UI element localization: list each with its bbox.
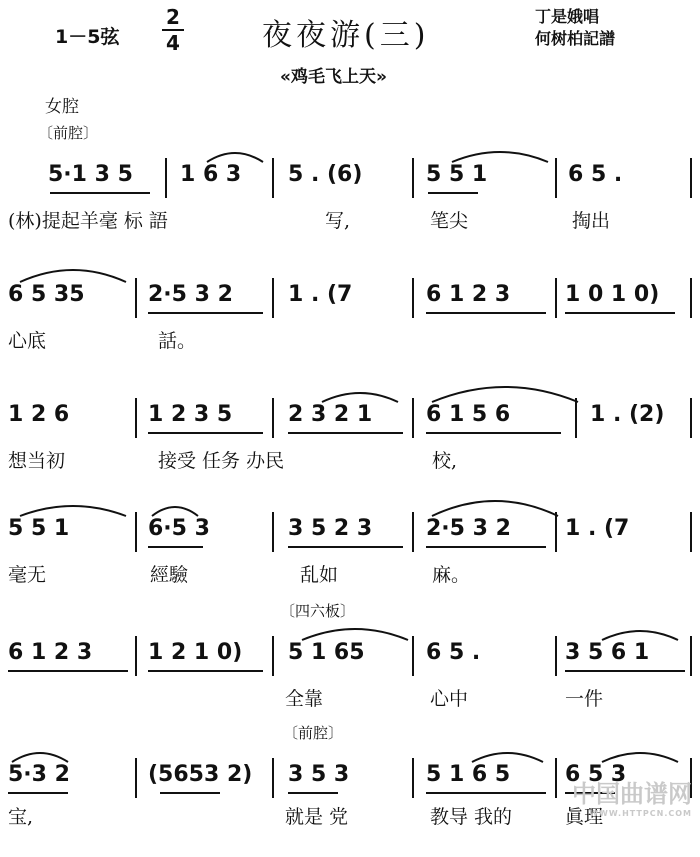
barline — [690, 636, 692, 676]
beam — [288, 546, 403, 548]
beam — [426, 432, 561, 434]
barline — [272, 758, 274, 798]
lyric: 教导 我的 — [430, 806, 513, 828]
beam — [426, 312, 546, 314]
beam — [426, 792, 546, 794]
lyric: 掏出 — [572, 210, 611, 232]
score-system-1 — [0, 162, 700, 257]
measure: 3 5 2 3 — [288, 516, 373, 541]
lyric: 心中 — [430, 688, 469, 710]
score-system-5 — [0, 640, 700, 735]
tuning-label: 1－5弦 — [55, 26, 120, 48]
voice-label: 女腔 — [45, 97, 79, 117]
measure: 2·5 3 2 — [148, 282, 233, 307]
score-system-2 — [0, 282, 700, 377]
barline — [135, 512, 137, 552]
barline — [412, 278, 414, 318]
measure: 5 1 6 5 — [426, 762, 511, 787]
slur — [150, 502, 200, 518]
lyric: 写, — [325, 210, 351, 232]
measure: 5 5 1 — [426, 162, 488, 187]
lyric: 笔尖 — [430, 210, 469, 232]
beam — [565, 312, 675, 314]
lyric: 接受 任务 办民 — [158, 450, 285, 472]
measure: 6 5 . — [568, 162, 623, 187]
measure: 5 . (6) — [288, 162, 363, 187]
measure: 6 1 2 3 — [8, 640, 93, 665]
slur — [205, 148, 265, 164]
barline — [135, 758, 137, 798]
barline — [690, 398, 692, 438]
barline — [690, 512, 692, 552]
lyric: 就是 党 — [285, 806, 349, 828]
credits — [535, 6, 615, 50]
barline — [272, 278, 274, 318]
beam — [288, 432, 403, 434]
lyric: 眞理 — [565, 806, 604, 828]
time-signature-bottom: 4 — [166, 31, 180, 55]
measure: 1 . (2) — [590, 402, 665, 427]
measure: 2 3 2 1 — [288, 402, 373, 427]
barline — [272, 636, 274, 676]
slur — [600, 748, 680, 764]
time-signature-top: 2 — [166, 5, 180, 29]
lyric: (林)提起羊毫 标 語 — [8, 210, 168, 232]
section-mark-6: 〔前腔〕 — [283, 724, 344, 742]
watermark-text: 中国曲谱网 — [572, 780, 692, 808]
beam — [148, 432, 263, 434]
measure: 5·3 2 — [8, 762, 70, 787]
barline — [575, 398, 577, 438]
beam — [8, 670, 128, 672]
slur — [430, 380, 580, 404]
barline — [135, 398, 137, 438]
slur — [450, 148, 550, 164]
beam — [565, 670, 685, 672]
measure: (5653 2) — [148, 762, 253, 787]
barline — [555, 158, 557, 198]
subtitle: «鸡毛飞上天» — [280, 67, 387, 87]
lyric: 心底 — [8, 330, 47, 352]
beam — [148, 546, 203, 548]
slur — [600, 626, 680, 642]
beam — [148, 670, 263, 672]
barline — [690, 278, 692, 318]
lyric: 一件 — [565, 688, 604, 710]
lyric: 乱如 — [300, 564, 339, 586]
slur — [18, 502, 128, 518]
beam — [50, 192, 150, 194]
measure: 1 2 1 0) — [148, 640, 243, 665]
measure: 6 5 . — [426, 640, 481, 665]
measure: 6 5 3 — [565, 762, 627, 787]
score-system-3 — [0, 402, 700, 497]
beam — [8, 792, 68, 794]
measure: 2·5 3 2 — [426, 516, 511, 541]
measure: 3 5 6 1 — [565, 640, 650, 665]
slur — [10, 748, 70, 764]
measure: 3 5 3 — [288, 762, 350, 787]
barline — [272, 512, 274, 552]
measure: 6 1 5 6 — [426, 402, 511, 427]
transcriber-credit: 何树柏記譜 — [535, 29, 616, 48]
lyric: 話。 — [158, 330, 197, 352]
measure: 6 5 35 — [8, 282, 85, 307]
lyric: 想当初 — [8, 450, 66, 472]
beam — [426, 546, 546, 548]
lyric: 經驗 — [150, 564, 189, 586]
barline — [135, 278, 137, 318]
barline — [555, 758, 557, 798]
beam — [288, 792, 338, 794]
watermark-url: WWW.HTTPCN.COM — [589, 809, 692, 818]
lyric: 宝, — [8, 806, 34, 828]
measure: 6 1 2 3 — [426, 282, 511, 307]
score-system-4 — [0, 516, 700, 611]
slur — [430, 494, 560, 518]
measure: 1 2 6 — [8, 402, 70, 427]
barline — [412, 512, 414, 552]
barline — [272, 398, 274, 438]
lyric: 全靠 — [285, 688, 324, 710]
time-signature — [160, 6, 186, 54]
beam — [428, 192, 478, 194]
lyric: 毫无 — [8, 564, 47, 586]
slur — [18, 264, 128, 284]
barline — [412, 158, 414, 198]
beam — [160, 792, 220, 794]
barline — [555, 636, 557, 676]
measure: 1 6 3 — [180, 162, 242, 187]
section-mark-5: 〔四六板〕 — [280, 602, 356, 620]
measure: 6·5 3 — [148, 516, 210, 541]
barline — [690, 158, 692, 198]
measure: 5·1 3 5 — [48, 162, 133, 187]
singer-credit: 丁是娥唱 — [535, 7, 600, 26]
slur — [320, 388, 400, 404]
barline — [272, 158, 274, 198]
page-title: 夜夜游(三) — [262, 18, 430, 53]
measure: 1 . (7 — [288, 282, 353, 307]
measure: 1 2 3 5 — [148, 402, 233, 427]
beam — [148, 312, 263, 314]
measure: 5 1 65 — [288, 640, 365, 665]
barline — [555, 512, 557, 552]
measure: 1 0 1 0) — [565, 282, 660, 307]
barline — [412, 758, 414, 798]
measure: 1 . (7 — [565, 516, 630, 541]
measure: 5 5 1 — [8, 516, 70, 541]
lyric: 校, — [432, 450, 458, 472]
section-mark-1: 〔前腔〕 — [38, 124, 99, 142]
barline — [135, 636, 137, 676]
lyric: 麻。 — [432, 564, 471, 586]
barline — [165, 158, 167, 198]
slur — [470, 748, 545, 764]
barline — [555, 278, 557, 318]
barline — [412, 636, 414, 676]
barline — [412, 398, 414, 438]
site-watermark — [572, 774, 692, 818]
slur — [300, 624, 410, 642]
